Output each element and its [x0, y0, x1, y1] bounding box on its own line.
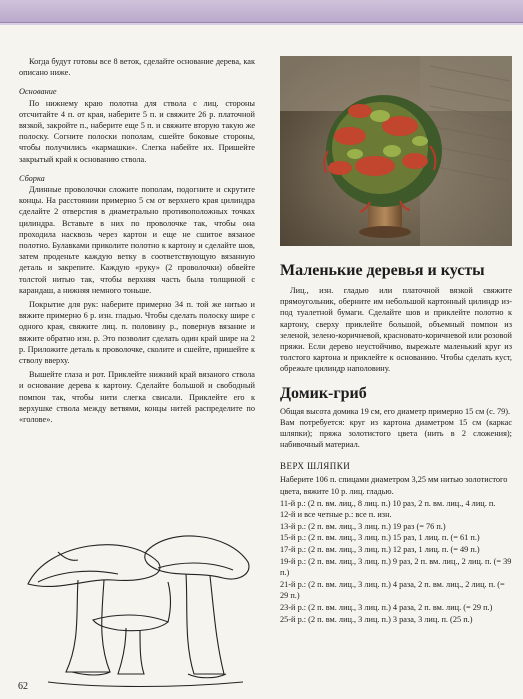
pattern-row: 21-й р.: (2 п. вм. лиц., 3 лиц. п.) 4 раза, 2 п. вм. лиц., 2 лиц. п. (= 29 п.) [280, 579, 505, 601]
small-trees-paragraph: Лиц., изн. гладью или платочной вязкой свяжите прямоугольник, оберните им небольшой картонный цилиндр из-под туалетной бумаги. Сделайте шов и приклейте полотно к картону, сверху приклейте большой, объемный помпон из зеленой, зелено-коричневой, красновато-коричневой или розовой пряжи. Если дерево неустойчиво, вырежьте маленький круг из толстого картона и приклейте к основанию. Чтобы сделать куст, обрежьте цилиндр наполовину. [280, 286, 512, 374]
pattern-row: 17-й р.: (2 п. вм. лиц., 3 лиц. п.) 12 раз, 1 лиц. п. (= 49 п.) [280, 545, 480, 554]
assembly-paragraph-3: Вышейте глаза и рот. Приклейте нижний край вязаного ствола и основание дерева к картону. Сделайте большой и свободный помпон так, чтобы нити слегка свисали. Приклейте его к верхушке ствола между ветвями, концы нитей распределите по «голове». [19, 370, 255, 425]
top-bar-edge [0, 23, 523, 25]
base-paragraph: По нижнему краю полотна для ствола с лиц. стороны отсчитайте 4 п. от края, наберите 5 п. и свяжите 26 р. платочной вязкой, закройте п., наберите еще 5 п. и свяжите вторую такую же полоску. Согните полоски пополам, сшейте боковые стороны, чтобы получились «кармашки». Слегка набейте их. Пришейте закрытый край к основанию ствола. [19, 98, 255, 164]
mushroom-illustration [18, 522, 258, 692]
house-size-paragraph: Общая высота домика 19 см, его диаметр примерно 15 см (с. 79). [280, 406, 511, 416]
pattern-row: 13-й р.: (2 п. вм. лиц., 3 лиц. п.) 19 раз (= 76 п.) [280, 521, 446, 531]
house-materials-paragraph: Вам потребуется: круг из картона диаметром 15 см (каркас шляпки); пряжа золотистого цвета (нить в 2 сложения); набивочный материал. [280, 417, 512, 450]
base-heading: Основание [19, 87, 57, 97]
cap-rows-list [280, 474, 512, 625]
left-column [19, 56, 255, 425]
pattern-row: Наберите 106 п. спицами диаметром 3,25 мм нитью золотистого цвета, вяжите 10 р. лиц. гладью. [280, 475, 508, 497]
pattern-row: 12-й и все четные р.: все п. изн. [280, 510, 392, 520]
small-trees-heading: Маленькие деревья и кусты [280, 262, 485, 279]
right-column [280, 262, 512, 625]
page-number: 62 [18, 681, 28, 692]
mushroom-house-heading: Домик-гриб [280, 384, 367, 402]
cap-top-heading: ВЕРХ ШЛЯПКИ [280, 461, 351, 472]
assembly-paragraph-2: Покрытие для рук: наберите примерно 34 п. той же нитью и вяжите примерно 6 р. изн. гладью. Чтобы сделать полоску шире с одного края, свяжите лиц. п. половину р., повернув вязание и вяжите обратно изн. р. Это позволит сделать один край шире на 2 р. Приложите деталь к проволочке, сколите и сшейте, пришейте к стволу вверху. [19, 300, 255, 366]
pattern-row: 23-й р.: (2 п. вм. лиц., 3 лиц. п.) 4 раза, 2 п. вм. лиц. (= 29 п.) [280, 602, 493, 612]
pattern-row: 11-й р.: (2 п. вм. лиц., 8 лиц. п.) 10 раз, 2 п. вм. лиц., 4 лиц. п. [280, 498, 496, 508]
intro-paragraph: Когда будут готовы все 8 веток, сделайте основание дерева, как описано ниже. [19, 57, 255, 78]
assembly-paragraph-1: Длинные проволочки сложите пополам, подогните и скрутите концы. На расстоянии примерно 5 см от верхнего края цилиндра сделайте 2 отверстия в диаметрально противоположных точках цилиндра. Вставьте в них по проволочке так, чтобы она проходила насквозь через картон и еще не сшитое вязаное полотно. Булавками приколите полотно к картону и сделайте шов, затем проденьте каждую ветку в соответствующую вязанную деталь и закрепите. Каждую «руку» (2 проволочки) обвейте толстой нитью так, чтобы верхняя часть была толщиной с карандаш, а нижняя немного тоньше. [19, 185, 255, 295]
mushroom-drawing [18, 522, 258, 692]
tree-photo-image [280, 56, 512, 246]
top-decorative-bar [0, 0, 523, 23]
knitted-tree-photo [280, 56, 512, 246]
pattern-row: 25-й р.: (2 п. вм. лиц., 3 лиц. п.) 3 раза, 3 лиц. п. (25 п.) [280, 614, 473, 624]
pattern-row: 19-й р.: (2 п. вм. лиц., 3 лиц. п.) 9 раз, 2 п. вм. лиц., 2 лиц. п. (= 39 п.) [280, 556, 512, 578]
assembly-heading: Сборка [19, 173, 45, 183]
pattern-row: 15-й р.: (2 п. вм. лиц., 3 лиц. п.) 15 раз, 1 лиц. п. (= 61 п.) [280, 533, 480, 543]
